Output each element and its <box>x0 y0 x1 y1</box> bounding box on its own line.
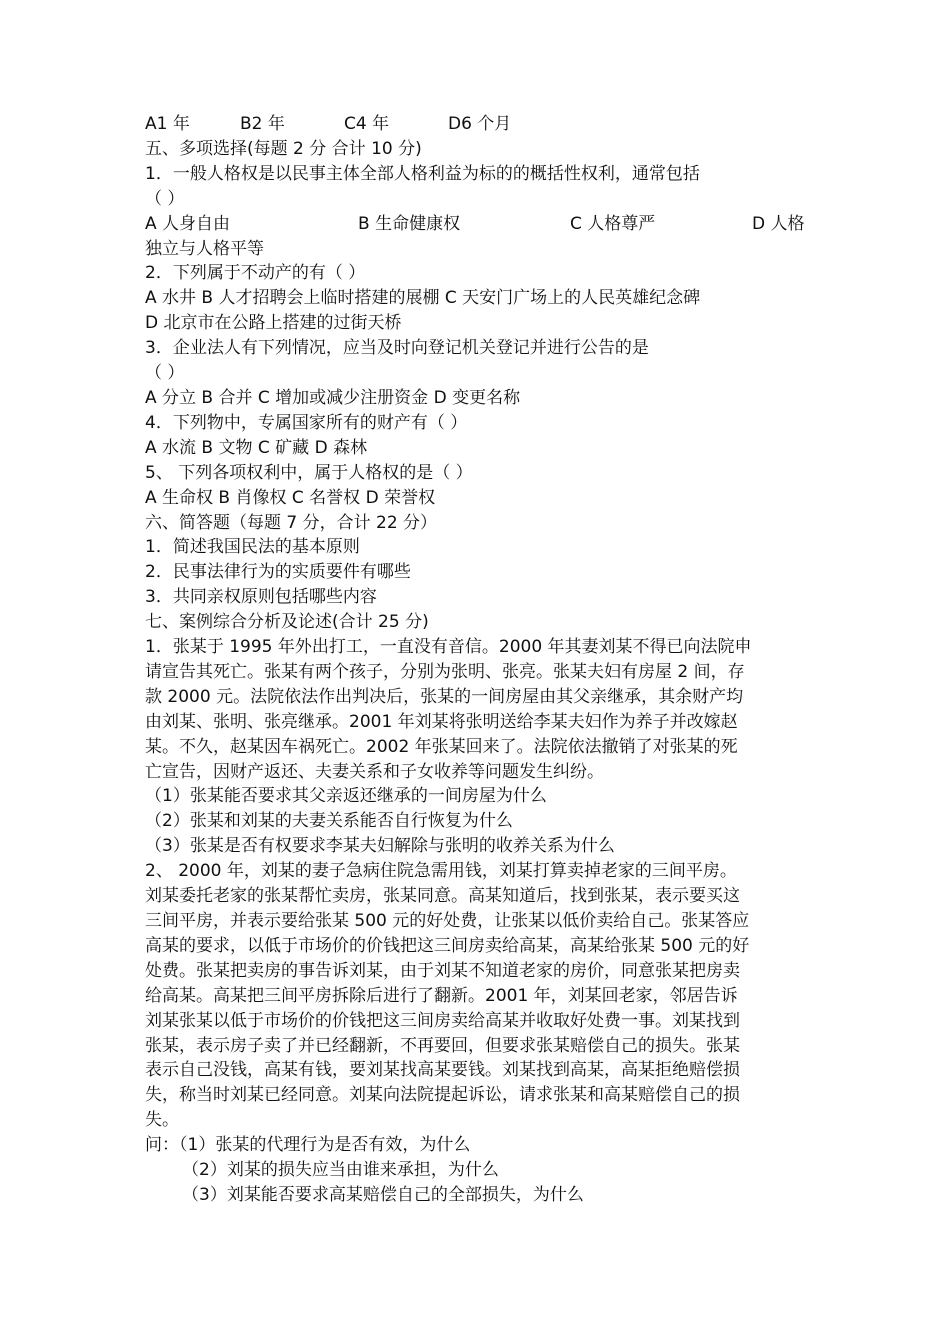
question-stem: 1．一般人格权是以民事主体全部人格利益为标的的概括性权利，通常包括 <box>145 163 700 184</box>
paragraph-line: 处费。张某把卖房的事告诉刘某，由于刘某不知道老家的房价，同意张某把房卖 <box>145 960 740 981</box>
section-title: 六、简答题（每题 7 分，合计 22 分） <box>145 512 438 533</box>
short-answer-item: 1．简述我国民法的基本原则 <box>145 537 360 558</box>
paragraph-line: 2、 2000 年，刘某的妻子急病住院急需用钱，刘某打算卖掉老家的三间平房。 <box>145 861 737 882</box>
paragraph-line: 表示自己没钱，高某有钱，要刘某找高某要钱。刘某找到高某，高某拒绝赔偿损 <box>145 1060 740 1081</box>
question-stem: 2．下列属于不动产的有（ ） <box>145 263 366 284</box>
paragraph-line: 高某的要求，以低于市场价的价钱把这三间房卖给高某，高某给张某 500 元的好 <box>145 935 750 956</box>
option-a: A 人身自由 <box>145 213 231 234</box>
question-options <box>145 212 810 237</box>
question-stem: 3．企业法人有下列情况，应当及时向登记机关登记并进行公告的是 <box>145 338 649 359</box>
question-options: A 分立 B 合并 C 增加或减少注册资金 D 变更名称 <box>145 387 521 408</box>
paragraph-line: 失。 <box>145 1110 179 1131</box>
paragraph-line: 亡宣告，因财产返还、夫妻关系和子女收养等问题发生纠纷。 <box>145 761 604 782</box>
option-a: A1 年 <box>145 114 190 134</box>
case-2-paragraph <box>145 859 810 1133</box>
option-d: D6 个月 <box>448 114 512 134</box>
paragraph-line: 某。不久，赵某因车祸死亡。2002 年张某回来了。法院依法撤销了对张某的死 <box>145 736 738 757</box>
short-answer-item: 3．共同亲权原则包括哪些内容 <box>145 587 377 608</box>
case-question: （2）张某和刘某的夫妻关系能否自行恢复为什么 <box>145 811 513 832</box>
section-title: 五、多项选择(每题 2 分 合计 10 分) <box>145 138 422 159</box>
paragraph-line: 请宣告其死亡。张某有两个孩子，分别为张明、张亮。张某夫妇有房屋 2 间，存 <box>145 661 745 682</box>
case-question: （3）刘某能否要求高某赔偿自己的全部损失，为什么 <box>182 1184 584 1205</box>
question-stem: 4．下列物中，专属国家所有的财产有（ ） <box>145 412 468 433</box>
question-stem: 5、 下列各项权利中，属于人格权的是（ ） <box>145 462 473 483</box>
paragraph-line: 刘某委托老家的张某帮忙卖房，张某同意。高某知道后，找到张某，表示要买这 <box>145 886 740 907</box>
question-stem-blank: （ ） <box>145 188 185 209</box>
paragraph-line: 刘某张某以低于市场价的价钱把这三间房卖给高某并收取好处费一事。刘某找到 <box>145 1010 740 1031</box>
case-question: （1）张某能否要求其父亲返还继承的一间房屋为什么 <box>145 786 547 807</box>
top-options-row <box>145 112 810 137</box>
paragraph-line: 失，称当时刘某已经同意。刘某向法院提起诉讼，请求张某和高某赔偿自己的损 <box>145 1085 740 1106</box>
question-options-continued: 独立与人格平等 <box>145 238 264 259</box>
paragraph-line: 由刘某、张明、张亮继承。2001 年刘某将张明送给李某夫妇作为养子并改嫁赵 <box>145 711 738 732</box>
question-options: A 水井 B 人才招聘会上临时搭建的展棚 C 天安门广场上的人民英雄纪念碑 <box>145 288 701 309</box>
section-title: 七、案例综合分析及论述(合计 25 分) <box>145 612 429 633</box>
question-stem-blank: （ ） <box>145 363 185 384</box>
case-1-paragraph <box>145 635 810 784</box>
question-options: A 水流 B 文物 C 矿藏 D 森林 <box>145 437 368 458</box>
short-answer-item: 2．民事法律行为的实质要件有哪些 <box>145 562 411 583</box>
option-c: C4 年 <box>344 114 390 134</box>
option-b: B2 年 <box>240 114 285 134</box>
case-question: （2）刘某的损失应当由谁来承担，为什么 <box>182 1160 499 1181</box>
option-c: C 人格尊严 <box>570 213 656 234</box>
case-question: （3）张某是否有权要求李某夫妇解除与张明的收养关系为什么 <box>145 836 615 857</box>
paragraph-line: 三间平房，并表示要给张某 500 元的好处费，让张某以低价卖给自己。张某答应 <box>145 911 750 931</box>
paragraph-line: 张某，表示房子卖了并已经翻新，不再要回，但要求张某赔偿自己的损失。张某 <box>145 1035 740 1056</box>
question-options-continued: D 北京市在公路上搭建的过街天桥 <box>145 313 402 334</box>
paragraph-line: 款 2000 元。法院依法作出判决后，张某的一间房屋由其父亲继承，其余财产均 <box>145 686 744 707</box>
document-body <box>145 112 810 1208</box>
paragraph-line: 给高某。高某把三间平房拆除后进行了翻新。2001 年，刘某回老家，邻居告诉 <box>145 985 738 1006</box>
case-question: 问：（1）张某的代理行为是否有效，为什么 <box>145 1135 471 1156</box>
option-b: B 生命健康权 <box>358 213 461 234</box>
question-options: A 生命权 B 肖像权 C 名誉权 D 荣誉权 <box>145 487 436 508</box>
option-d: D 人格 <box>752 213 805 234</box>
paragraph-line: 1．张某于 1995 年外出打工，一直没有音信。2000 年其妻刘某不得已向法院申 <box>145 637 752 658</box>
